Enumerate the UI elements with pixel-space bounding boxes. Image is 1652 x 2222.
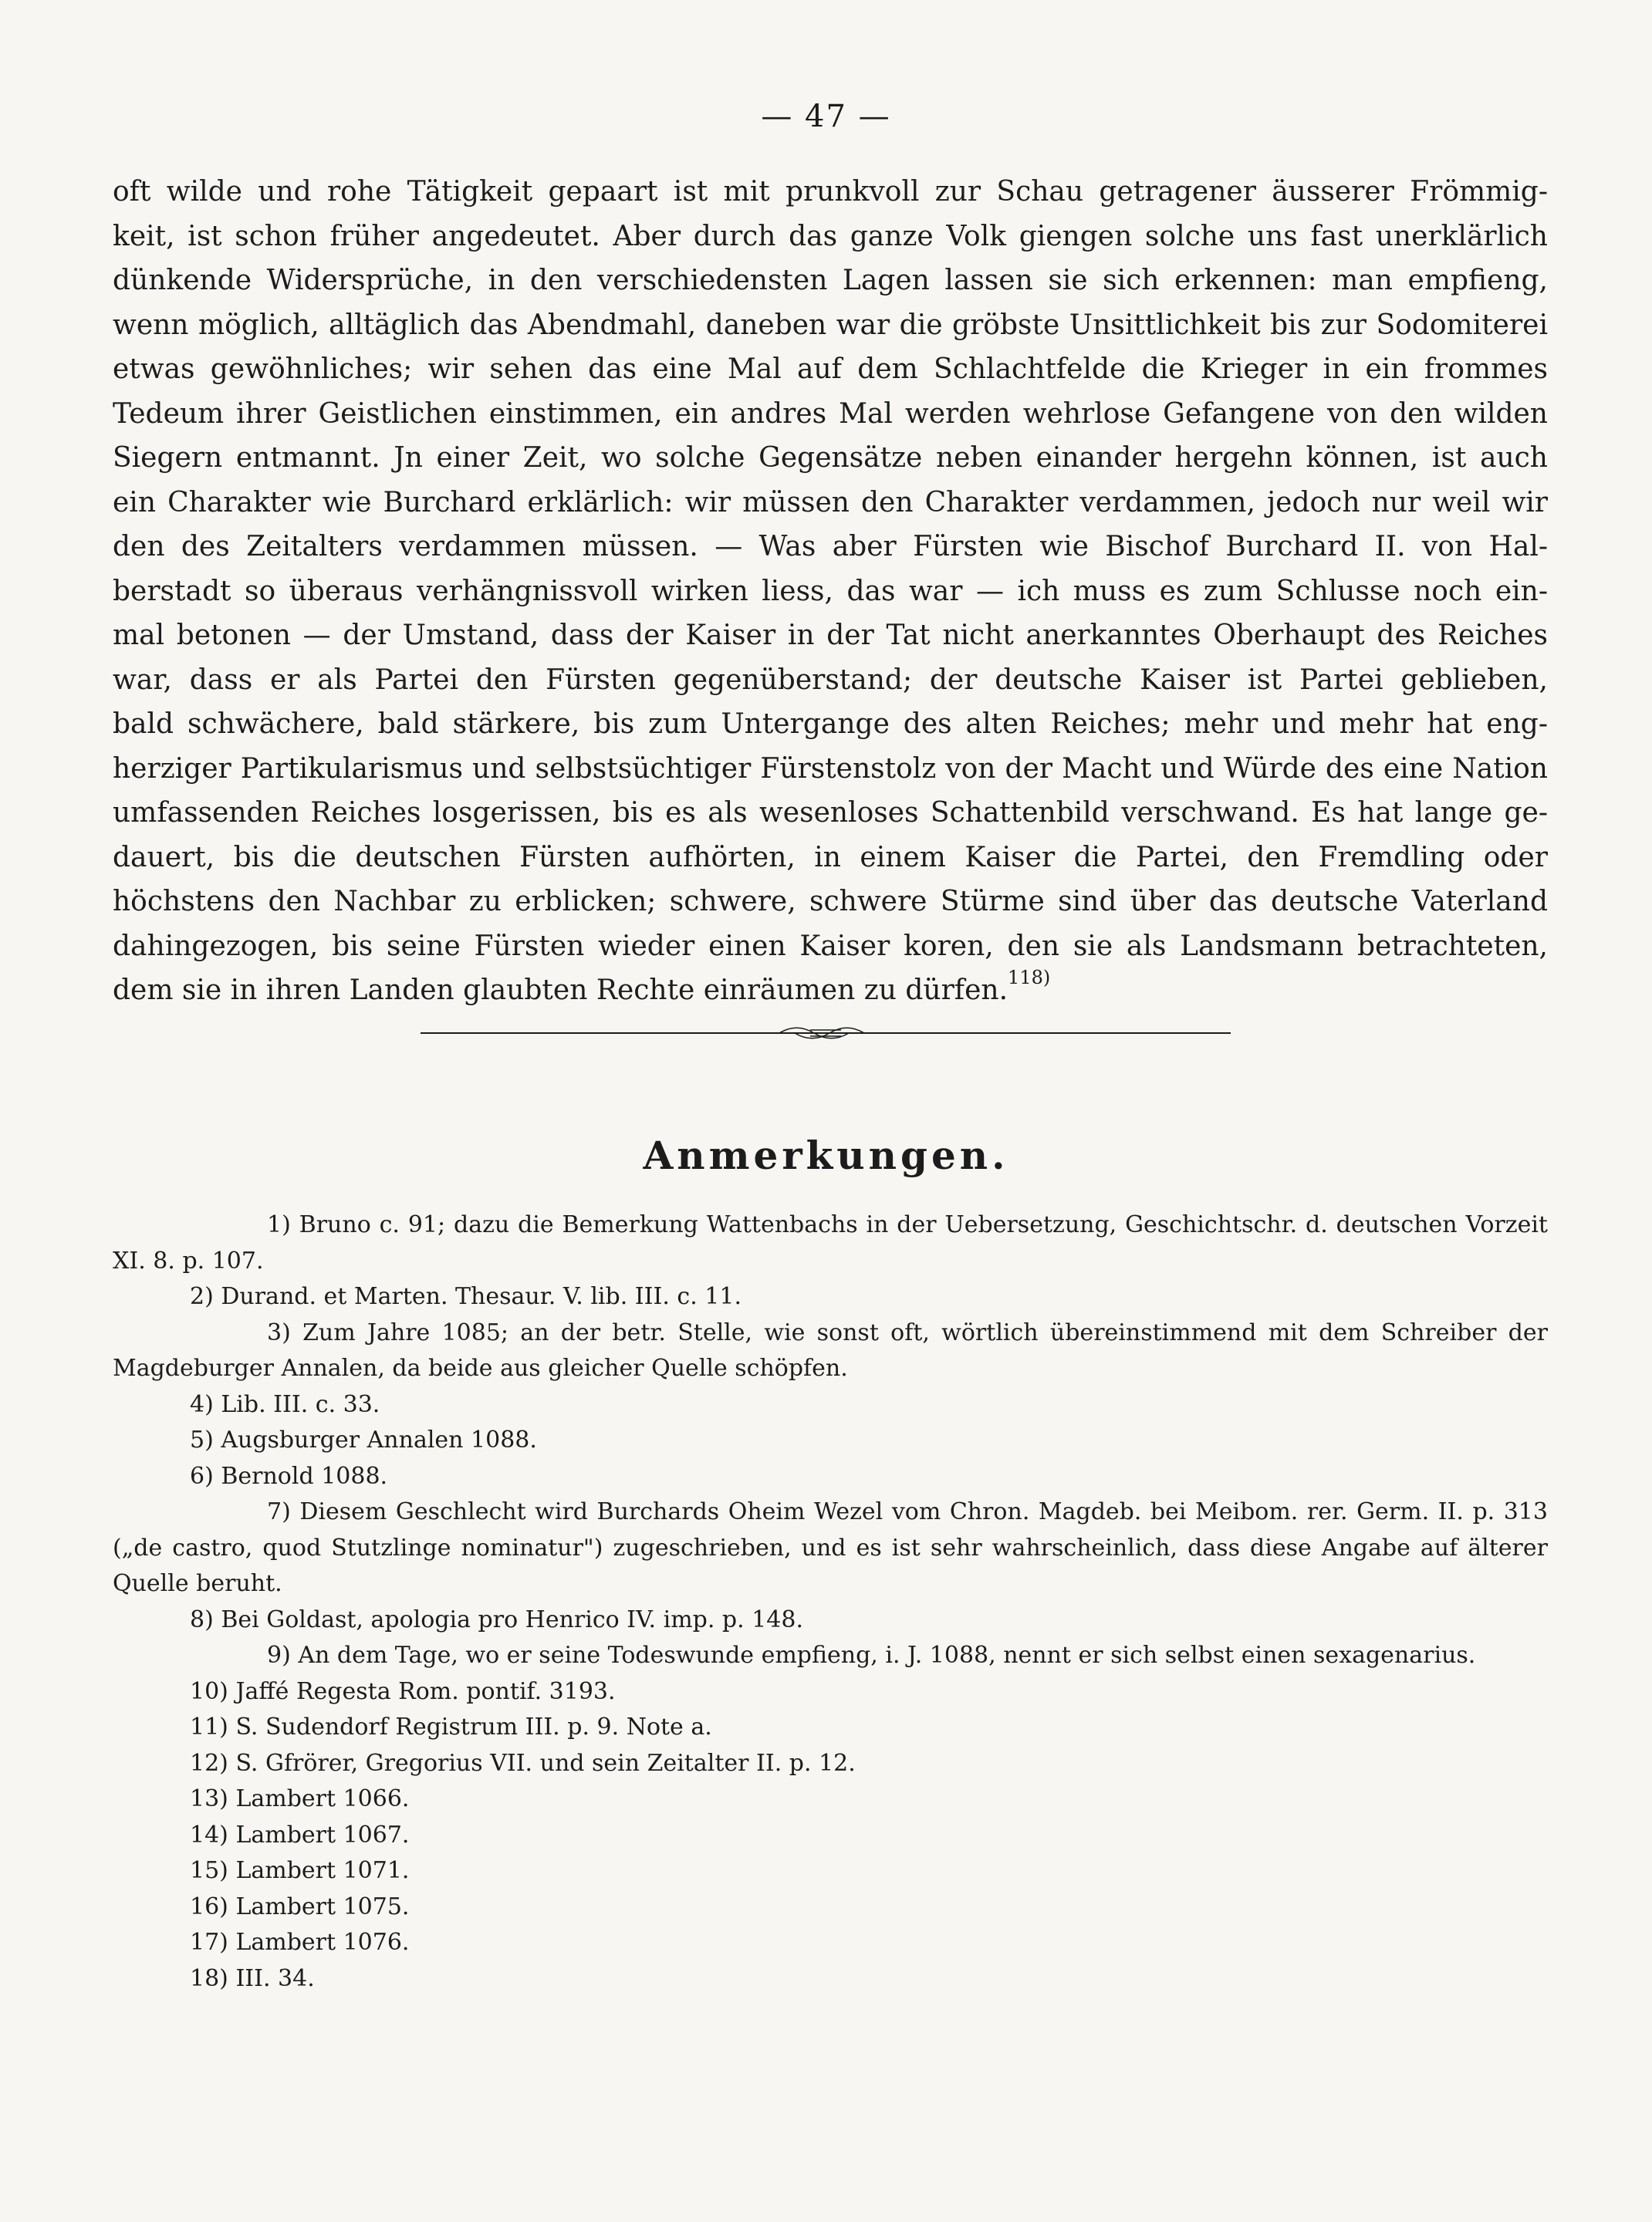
text-line-last-content: dem sie in ihren Landen glaubten Rechte einräumen zu dürfen. — [113, 974, 1008, 1006]
note-number: 15) — [190, 1857, 228, 1884]
note-number: 17) — [190, 1929, 228, 1956]
note-item — [113, 1818, 1548, 1854]
text-line: herziger Partikularismus und selbstsüchtiger Fürstenstolz von der Macht und Würde des eine Nation — [113, 752, 1548, 785]
note-text: Zum Jahre 1085; an der betr. Stelle, wie sonst oft, wörtlich übereinstimmend mit dem Schreiber der Magdeburger Annalen, da beide aus gleicher Quelle schöpfen. — [113, 1319, 1548, 1382]
note-number: 14) — [190, 1821, 228, 1849]
text-line: wenn möglich, alltäglich das Abendmahl, daneben war die gröbste Unsittlichkeit bis zur Sodomiterei — [113, 309, 1548, 341]
note-number: 16) — [190, 1893, 228, 1920]
note-item — [113, 1781, 1548, 1818]
note-text: III. 34. — [235, 1964, 315, 1992]
note-number: 13) — [190, 1785, 228, 1812]
note-item — [113, 1207, 1548, 1279]
note-text: Bernold 1088. — [221, 1462, 388, 1490]
note-number: 2) — [190, 1283, 214, 1310]
text-line: war, dass er als Partei den Fürsten gegenüberstand; der deutsche Kaiser ist Partei geblieben, — [113, 664, 1548, 696]
page-number: — 47 — — [761, 99, 891, 134]
text-line: Siegern entmannt. Jn einer Zeit, wo solche Gegensätze neben einander hergehn können, ist auch — [113, 442, 1548, 474]
note-number: 7) — [267, 1498, 291, 1525]
text-line: dauert, bis die deutschen Fürsten aufhörten, in einem Kaiser die Partei, den Fremdling oder — [113, 841, 1548, 873]
text-line: den des Zeitalters verdammen müssen. — Was aber Fürsten wie Bischof Burchard II. von Hal- — [113, 531, 1548, 562]
note-text: S. Sudendorf Registrum III. p. 9. Note a. — [235, 1714, 712, 1741]
note-item — [113, 1423, 1548, 1459]
text-line: mal betonen — der Umstand, dass der Kaiser in der Tat nicht anerkanntes Oberhaupt des Reiches — [113, 620, 1548, 651]
ornamental-divider — [421, 1023, 1231, 1043]
text-line: keit, ist schon früher angedeutet. Aber durch das ganze Volk giengen solche uns fast unerklärlich — [113, 220, 1548, 252]
text-line: bald schwächere, bald stärkere, bis zum Untergange des alten Reiches; mehr und mehr hat eng- — [113, 708, 1548, 740]
note-text: Lambert 1076. — [235, 1929, 410, 1956]
note-number: 9) — [267, 1642, 291, 1669]
text-line: Tedeum ihrer Geistlichen einstimmen, ein andres Mal werden wehrlose Gefangene von den wilden — [113, 397, 1548, 430]
note-text: Lambert 1066. — [235, 1785, 410, 1812]
text-line: höchstens den Nachbar zu erblicken; schwere, schwere Stürme sind über das deutsche Vaterland — [113, 886, 1548, 917]
note-number: 4) — [190, 1390, 214, 1418]
note-text: Jaffé Regesta Rom. pontif. 3193. — [235, 1677, 616, 1705]
text-line: ein Charakter wie Burchard erklärlich: wir müssen den Charakter verdammen, jedoch nur weil wir — [113, 486, 1548, 518]
note-text: S. Gfrörer, Gregorius VII. und sein Zeitalter II. p. 12. — [235, 1749, 856, 1777]
main-text — [113, 170, 1548, 1013]
note-text: Lambert 1067. — [235, 1821, 410, 1849]
notes-list — [113, 1207, 1548, 1997]
note-item — [113, 1853, 1548, 1889]
note-text: Lib. III. c. 33. — [221, 1390, 380, 1418]
notes-heading: Anmerkungen. — [643, 1133, 1009, 1178]
note-text: Durand. et Marten. Thesaur. V. lib. III. c. 11. — [221, 1283, 742, 1310]
note-text: Bei Goldast, apologia pro Henrico IV. imp. p. 148. — [221, 1606, 803, 1633]
note-number: 10) — [190, 1677, 228, 1705]
note-item — [113, 1925, 1548, 1961]
note-item — [113, 1710, 1548, 1746]
text-line: oft wilde und rohe Tätigkeit gepaart ist mit prunkvoll zur Schau getragener äusserer Frömmig- — [113, 176, 1548, 208]
note-item — [113, 1746, 1548, 1782]
note-number: 12) — [190, 1749, 228, 1777]
text-line: umfassenden Reiches losgerissen, bis es als wesenloses Schattenbild verschwand. Es hat lange ge- — [113, 797, 1548, 829]
note-item — [113, 1889, 1548, 1926]
note-text: An dem Tage, wo er seine Todeswunde empfieng, i. J. 1088, nennt er sich selbst einen sexagenarius. — [298, 1642, 1476, 1669]
text-line: etwas gewöhnliches; wir sehen das eine Mal auf dem Schlachtfelde die Krieger in ein frommes — [113, 353, 1548, 385]
note-item — [113, 1494, 1548, 1602]
note-number: 8) — [190, 1606, 214, 1633]
note-number: 18) — [190, 1964, 228, 1992]
note-item — [113, 1459, 1548, 1495]
note-number: 3) — [267, 1319, 291, 1346]
note-number: 11) — [190, 1714, 228, 1741]
note-number: 6) — [190, 1462, 214, 1490]
note-text: Lambert 1075. — [235, 1893, 410, 1920]
note-text: Lambert 1071. — [235, 1857, 410, 1884]
note-number: 1) — [267, 1211, 291, 1238]
footnote-reference: 118) — [1008, 968, 1051, 988]
note-item — [113, 1315, 1548, 1387]
text-line: berstadt so überaus verhängnissvoll wirken liess, das war — ich muss es zum Schlusse noch ein- — [113, 575, 1548, 607]
note-item — [113, 1674, 1548, 1710]
note-item — [113, 1961, 1548, 1997]
text-line-last — [113, 968, 1548, 1013]
text-line: dünkende Widersprüche, in den verschiedensten Lagen lassen sie sich erkennen: man empfieng, — [113, 265, 1548, 296]
note-text: Bruno c. 91; dazu die Bemerkung Wattenbachs in der Uebersetzung, Geschichtschr. d. deutschen Vorzeit XI. 8. p. 107. — [113, 1211, 1548, 1275]
note-number: 5) — [190, 1427, 214, 1454]
note-item — [113, 1279, 1548, 1315]
note-item — [113, 1387, 1548, 1423]
note-item — [113, 1602, 1548, 1639]
note-text: Augsburger Annalen 1088. — [221, 1427, 537, 1454]
note-item — [113, 1638, 1548, 1674]
note-text: Diesem Geschlecht wird Burchards Oheim Wezel vom Chron. Magdeb. bei Meibom. rer. Germ. II. p. 313 („de castro, quod Stutzlinge nominatur") zugeschrieben, und es ist sehr wahrscheinlich, dass diese Angabe auf älterer Quelle beruht. — [113, 1498, 1548, 1597]
text-line: dahingezogen, bis seine Fürsten wieder einen Kaiser koren, den sie als Landsmann betrachteten, — [113, 930, 1548, 962]
